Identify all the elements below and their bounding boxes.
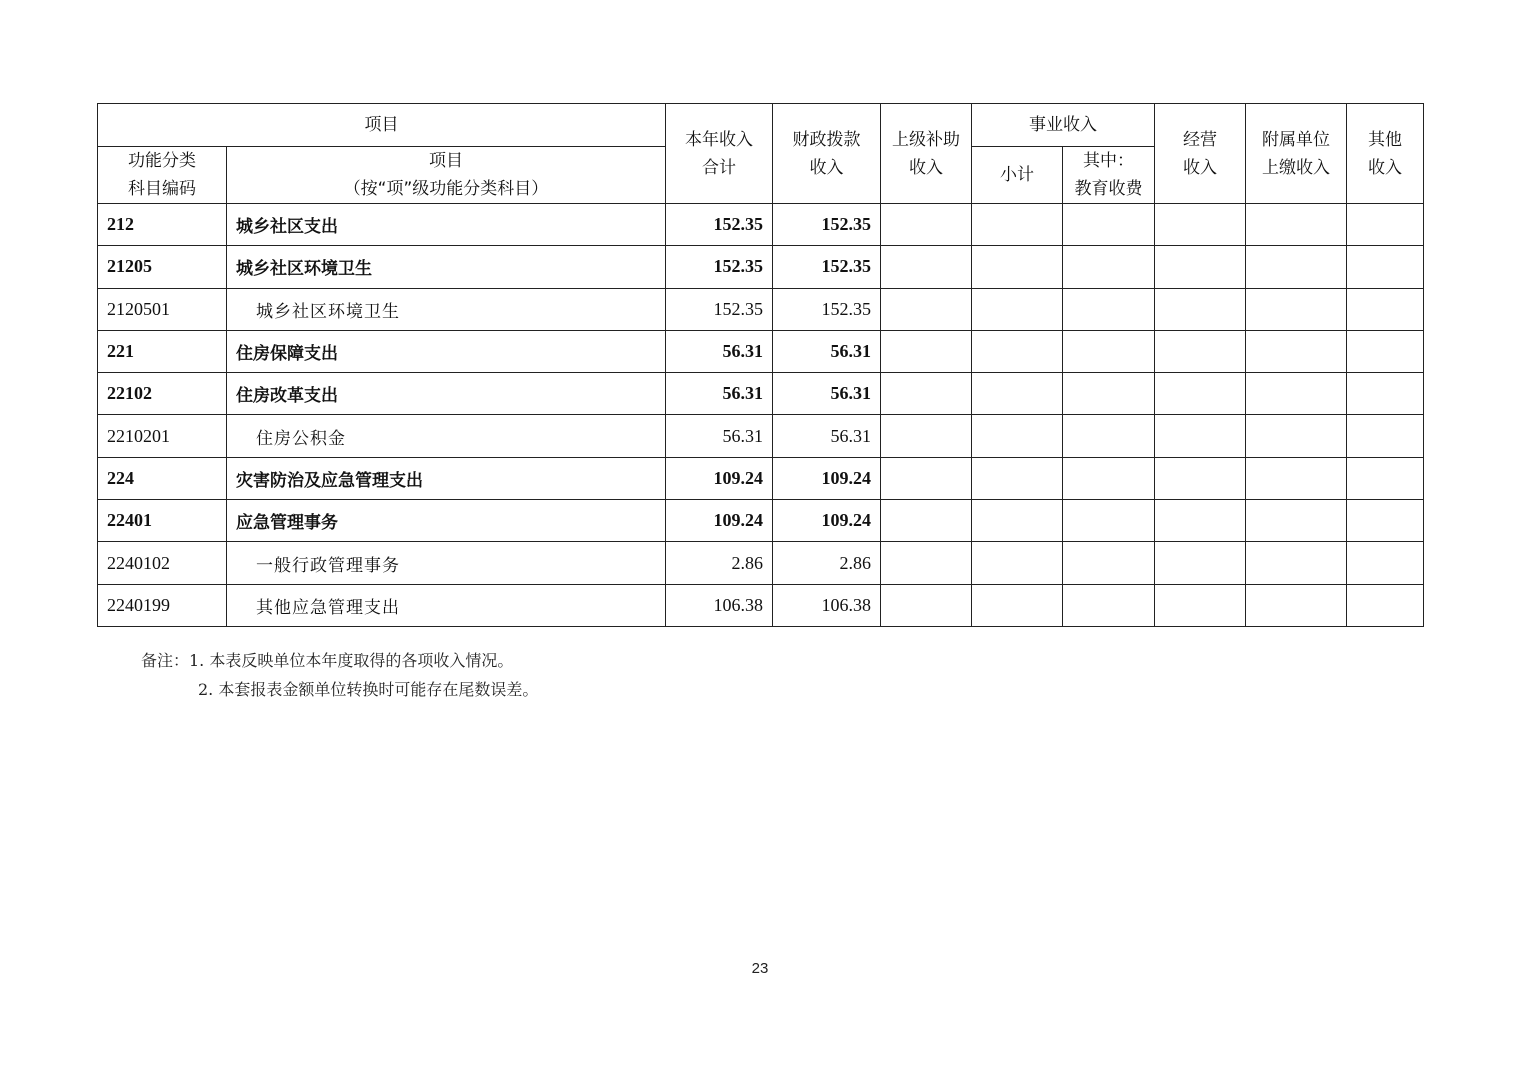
row-operating <box>1155 500 1246 542</box>
page-number: 23 <box>751 960 769 977</box>
row-code: 22102 <box>98 373 227 415</box>
row-shiye-edu <box>1063 457 1155 499</box>
row-shiye-subtotal <box>972 584 1063 626</box>
note-1: 备注：1. 本表反映单位本年度取得的各项收入情况。 <box>141 651 514 670</box>
row-fiscal: 56.31 <box>773 330 881 372</box>
row-fiscal: 152.35 <box>773 288 881 330</box>
row-shiye-edu <box>1063 542 1155 584</box>
row-total: 56.31 <box>666 330 773 372</box>
header-xiangmu: 项目 <box>98 104 666 147</box>
row-code: 22401 <box>98 500 227 542</box>
row-name: 其他应急管理支出 <box>227 584 666 626</box>
row-shiye-edu <box>1063 246 1155 288</box>
header-total: 本年收入 合计 <box>666 104 773 204</box>
income-table <box>97 103 1424 627</box>
row-operating <box>1155 415 1246 457</box>
table-row <box>98 415 1424 457</box>
row-shiye-subtotal <box>972 288 1063 330</box>
header-fiscal: 财政拨款 收入 <box>773 104 881 204</box>
header-superior: 上级补助 收入 <box>881 104 972 204</box>
table-row <box>98 542 1424 584</box>
header-operating: 经营 收入 <box>1155 104 1246 204</box>
row-shiye-subtotal <box>972 204 1063 246</box>
row-shiye-edu <box>1063 204 1155 246</box>
row-name: 灾害防治及应急管理支出 <box>227 457 666 499</box>
row-affiliated <box>1246 330 1347 372</box>
row-superior <box>881 246 972 288</box>
row-other <box>1347 415 1424 457</box>
row-affiliated <box>1246 246 1347 288</box>
row-superior <box>881 542 972 584</box>
row-shiye-subtotal <box>972 500 1063 542</box>
row-affiliated <box>1246 457 1347 499</box>
row-code: 224 <box>98 457 227 499</box>
row-shiye-subtotal <box>972 415 1063 457</box>
row-superior <box>881 584 972 626</box>
row-affiliated <box>1246 584 1347 626</box>
header-name: 项目 （按“项”级功能分类科目） <box>227 147 666 204</box>
row-total: 56.31 <box>666 373 773 415</box>
header-edu: 其中： 教育收费 <box>1063 147 1155 204</box>
header-code: 功能分类 科目编码 <box>98 147 227 204</box>
row-fiscal: 152.35 <box>773 204 881 246</box>
row-shiye-edu <box>1063 330 1155 372</box>
table-row <box>98 373 1424 415</box>
row-fiscal: 152.35 <box>773 246 881 288</box>
row-superior <box>881 204 972 246</box>
row-affiliated <box>1246 373 1347 415</box>
notes <box>141 646 538 704</box>
row-total: 109.24 <box>666 457 773 499</box>
row-total: 152.35 <box>666 288 773 330</box>
row-name: 住房改革支出 <box>227 373 666 415</box>
row-other <box>1347 542 1424 584</box>
row-fiscal: 56.31 <box>773 373 881 415</box>
row-fiscal: 109.24 <box>773 457 881 499</box>
row-superior <box>881 415 972 457</box>
row-other <box>1347 500 1424 542</box>
row-other <box>1347 288 1424 330</box>
header-other: 其他 收入 <box>1347 104 1424 204</box>
row-affiliated <box>1246 288 1347 330</box>
table-row <box>98 584 1424 626</box>
table-body <box>98 204 1424 627</box>
row-operating <box>1155 457 1246 499</box>
row-total: 109.24 <box>666 500 773 542</box>
row-code: 2240199 <box>98 584 227 626</box>
note-2: 2. 本套报表金额单位转换时可能存在尾数误差。 <box>198 680 539 699</box>
row-operating <box>1155 246 1246 288</box>
row-code: 2120501 <box>98 288 227 330</box>
row-code: 212 <box>98 204 227 246</box>
table-row <box>98 204 1424 246</box>
row-shiye-subtotal <box>972 542 1063 584</box>
row-total: 106.38 <box>666 584 773 626</box>
row-name: 应急管理事务 <box>227 500 666 542</box>
row-other <box>1347 584 1424 626</box>
row-other <box>1347 204 1424 246</box>
row-shiye-subtotal <box>972 373 1063 415</box>
row-superior <box>881 330 972 372</box>
row-name: 住房公积金 <box>227 415 666 457</box>
header-subtotal: 小计 <box>972 147 1063 204</box>
row-affiliated <box>1246 542 1347 584</box>
row-fiscal: 56.31 <box>773 415 881 457</box>
row-operating <box>1155 330 1246 372</box>
row-name: 城乡社区支出 <box>227 204 666 246</box>
row-shiye-edu <box>1063 584 1155 626</box>
row-shiye-edu <box>1063 373 1155 415</box>
row-shiye-edu <box>1063 500 1155 542</box>
row-name: 城乡社区环境卫生 <box>227 288 666 330</box>
table-row <box>98 288 1424 330</box>
header-shiye: 事业收入 <box>972 104 1155 147</box>
row-other <box>1347 246 1424 288</box>
row-total: 56.31 <box>666 415 773 457</box>
table-row <box>98 330 1424 372</box>
row-superior <box>881 288 972 330</box>
row-operating <box>1155 288 1246 330</box>
row-other <box>1347 330 1424 372</box>
row-shiye-subtotal <box>972 246 1063 288</box>
row-superior <box>881 500 972 542</box>
row-total: 2.86 <box>666 542 773 584</box>
row-total: 152.35 <box>666 204 773 246</box>
row-code: 2210201 <box>98 415 227 457</box>
row-shiye-edu <box>1063 415 1155 457</box>
row-shiye-subtotal <box>972 457 1063 499</box>
row-total: 152.35 <box>666 246 773 288</box>
row-superior <box>881 457 972 499</box>
row-other <box>1347 373 1424 415</box>
table-row <box>98 500 1424 542</box>
row-affiliated <box>1246 415 1347 457</box>
row-code: 221 <box>98 330 227 372</box>
row-operating <box>1155 204 1246 246</box>
row-fiscal: 2.86 <box>773 542 881 584</box>
row-shiye-subtotal <box>972 330 1063 372</box>
row-operating <box>1155 584 1246 626</box>
row-operating <box>1155 373 1246 415</box>
table-row <box>98 457 1424 499</box>
row-name: 住房保障支出 <box>227 330 666 372</box>
header-affiliated: 附属单位 上缴收入 <box>1246 104 1347 204</box>
row-operating <box>1155 542 1246 584</box>
row-other <box>1347 457 1424 499</box>
row-fiscal: 109.24 <box>773 500 881 542</box>
row-code: 2240102 <box>98 542 227 584</box>
row-shiye-edu <box>1063 288 1155 330</box>
row-name: 一般行政管理事务 <box>227 542 666 584</box>
row-fiscal: 106.38 <box>773 584 881 626</box>
row-affiliated <box>1246 500 1347 542</box>
row-code: 21205 <box>98 246 227 288</box>
row-superior <box>881 373 972 415</box>
table-row <box>98 246 1424 288</box>
row-affiliated <box>1246 204 1347 246</box>
row-name: 城乡社区环境卫生 <box>227 246 666 288</box>
